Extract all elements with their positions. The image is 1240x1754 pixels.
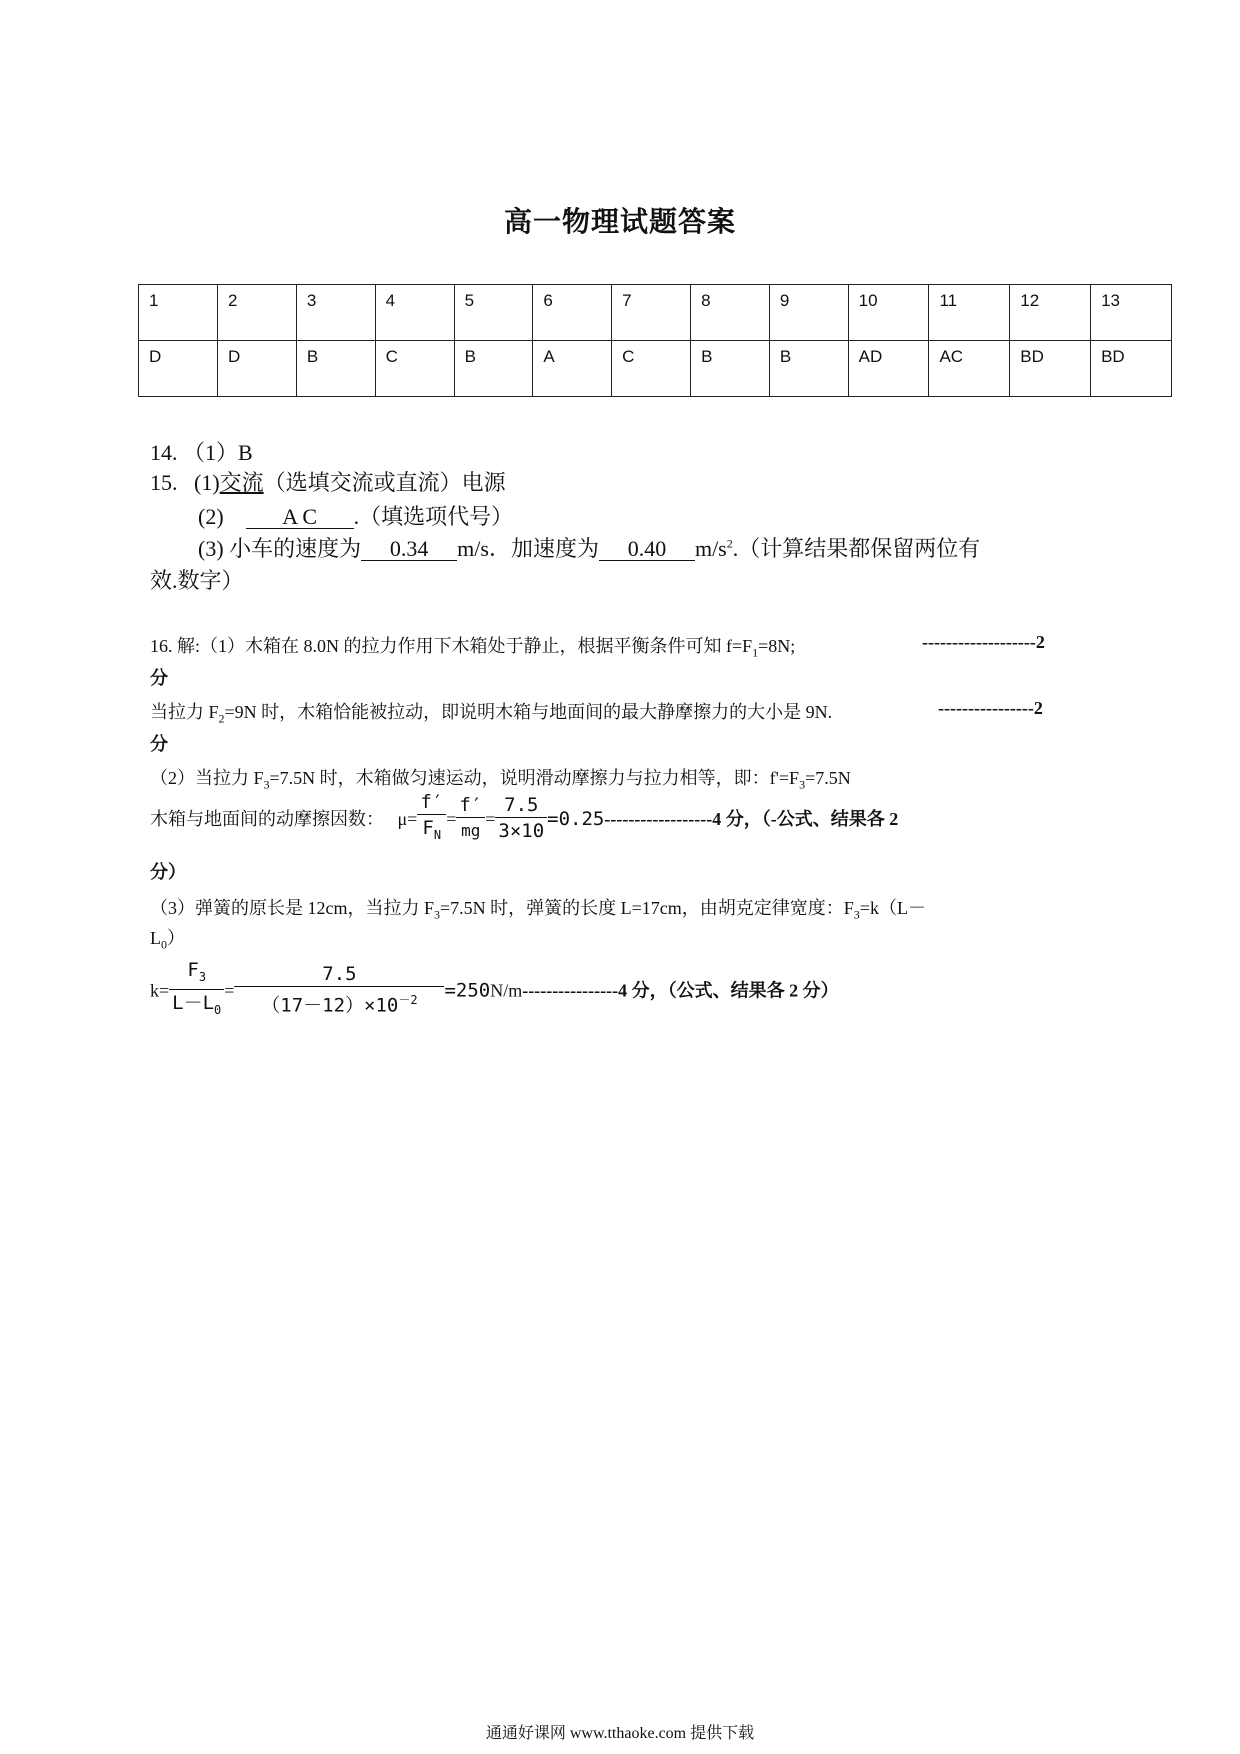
q15-p3-acceleration-exp: 2 [726,536,733,551]
q15-part2 [198,500,513,531]
q15-p2-answer: A C [246,506,354,529]
question-number-cell: 12 [1010,285,1091,341]
fraction-f-over-mg [456,793,485,844]
q15-p2-prefix: (2) [198,504,224,529]
q16-line2 [150,698,832,727]
answer-cell: C [375,341,454,397]
q16-k-score: ----------------4 分，（公式、结果各 2 分） [522,980,839,1001]
q16-line1-text: 16. 解:（1）木箱在 8.0N 的拉力作用下木箱处于静止，根据平衡条件可知 f=F [150,636,753,656]
question-number-cell: 2 [217,285,296,341]
page-title: 高一物理试题答案 [503,207,736,238]
q16-line2-score: ----------------2 [938,698,1043,718]
question-number-cell: 13 [1091,285,1172,341]
q14-answer: 14. （1）B [150,440,253,465]
q16-line3-c: =7.5N [805,768,851,788]
q16-line3-sub: 3 [263,777,270,792]
q15-p1-answer: 交流 [219,470,264,495]
answer-cell: D [139,341,218,397]
f2-numerator: f′ [456,793,485,818]
k1-num-text: F [187,959,199,981]
mu-result: =0.25 [547,807,605,830]
question-number-cell: 10 [848,285,929,341]
q16-line5-b: =7.5N 时，弹簧的长度 L=17cm，由胡克定律宽度：F [440,898,854,918]
fraction-f-over-fn [417,790,446,848]
q15-p3-note2: 效.数字） [150,568,244,593]
q15-part1 [150,466,506,497]
q16-line6-text: L [150,928,161,948]
k1-den-sub: 0 [214,1002,222,1017]
q16-line1 [150,632,795,661]
f1-numerator: f′ [417,790,446,815]
q16-line5 [150,894,926,923]
q16-line2-sub: 2 [218,711,225,726]
q15-label: 15. [150,470,178,495]
k1-numerator [169,958,224,990]
f3-denominator: 3×10 [498,820,545,843]
q16-line3 [150,764,851,793]
q16-line5-sub: 3 [434,907,440,922]
q16-line4-score2: 分） [150,862,186,882]
q16-line3-b: =7.5N 时，木箱做匀速运动，说明滑动摩擦力与拉力相等，即：f'=F [269,768,800,788]
q16-line2-b: =9N 时，木箱恰能被拉动，即说明木箱与地面间的最大静摩擦力的大小是 9N. [224,702,833,722]
answer-cell: D [217,341,296,397]
k1-num-sub: 3 [198,969,207,984]
k-prefix: k= [150,980,170,1001]
k1-den-text: L－L [172,991,215,1014]
q16-line1-end: =8N; [758,636,796,656]
q16-line5-a: （3）弹簧的原长是 12cm，当拉力 F [150,898,434,918]
q15-part3 [198,532,980,563]
q15-p3-acceleration: 0.40 [599,538,695,561]
q16-line6 [150,924,185,953]
answer-cell: A [533,341,612,397]
answer-table-answer-row [139,341,1172,397]
question-number-cell: 1 [139,285,218,341]
answer-cell: C [612,341,691,397]
f3-numerator: 7.5 [495,793,547,818]
k2-den-exp: －2 [398,993,418,1008]
page-footer: 通通好课网 www.tthaoke.com 提供下载 [485,1725,755,1742]
answer-cell: B [454,341,533,397]
q16-line2-fen: 分 [150,734,168,754]
q16-line5-sub2: 3 [853,907,860,922]
q16-line4-prefix: 木箱与地面间的动摩擦因数： [150,808,384,829]
q15-p3-velocity-unit: m/s．加速度为 [457,536,599,561]
f1-den-sub: N [433,827,442,842]
f1-denominator [417,815,446,848]
q15-p1-note: （选填交流或直流）电源 [263,470,506,495]
q16-line1-score: -------------------2 [922,632,1045,652]
question-number-cell: 8 [691,285,770,341]
k2-den-text: （17－12）×10 [261,994,399,1017]
answer-cell: BD [1091,341,1172,397]
f1-den-text: F [422,817,434,839]
answer-cell: B [769,341,848,397]
q16-line6-end: ） [167,928,185,948]
q16-hooke-formula: k= $\frac{F_3}{L-L_0}$ = $\frac{7.5}{(17-12)\times 10^{-2}}$ =250N/m----------------4 分，（公式、结果各 2 分） [150,958,839,1023]
mu-symbol: μ= [397,808,418,829]
q15-p3-acceleration-unit: m/s [694,536,727,561]
question-number-cell: 5 [454,285,533,341]
q16-line3-sub2: 3 [799,777,806,792]
question-number-cell: 4 [375,285,454,341]
answer-cell: B [296,341,375,397]
question-number-cell: 9 [769,285,848,341]
q16-line5-c: =k（L－ [859,898,926,918]
question-number-cell: 3 [296,285,375,341]
q16-line6-sub: 0 [161,937,167,952]
q16-line2-a: 当拉力 F [150,702,219,722]
question-number-cell: 6 [533,285,612,341]
q16-line1-sub: 1 [752,645,759,660]
answer-table [138,284,1172,397]
answer-table-number-row [139,285,1172,341]
question-number-cell: 7 [612,285,691,341]
q15-p3-note: .（计算结果都保留两位有 [732,536,981,561]
fraction-f3-over-l [169,958,224,1023]
f2-denominator: mg [461,821,481,841]
q16-line3-a: （2）当拉力 F [150,768,264,788]
answer-cell: AD [848,341,929,397]
q15-p3-prefix: (3) 小车的速度为 [198,536,362,561]
answer-cell: BD [1010,341,1091,397]
q16-line1-fen: 分 [150,668,168,688]
k-result: =250 [444,979,491,1002]
q16-friction-formula: 木箱与地面间的动摩擦因数： μ= $\frac{f'}{F_N}$ = $\frac{f'}{mg}$ = $\frac{7.5}{3\times 10}$ =0.25------------------4 分，（-公式、结果各 2 [150,790,898,848]
fraction-values [495,793,547,844]
k-unit: N/m [490,980,523,1001]
q15-p1-prefix: (1) [194,470,220,495]
q15-p3-velocity: 0.34 [361,538,457,561]
q15-p2-note: .（填选项代号） [353,504,514,529]
q16-line4-score: ------------------4 分，（-公式、结果各 2 [604,808,899,829]
answer-cell: AC [929,341,1010,397]
fraction-k-values [234,962,444,1018]
k1-denominator [169,990,224,1023]
answer-cell: B [691,341,770,397]
k2-denominator [234,987,444,1018]
k2-numerator: 7.5 [234,962,444,987]
question-number-cell: 11 [929,285,1010,341]
